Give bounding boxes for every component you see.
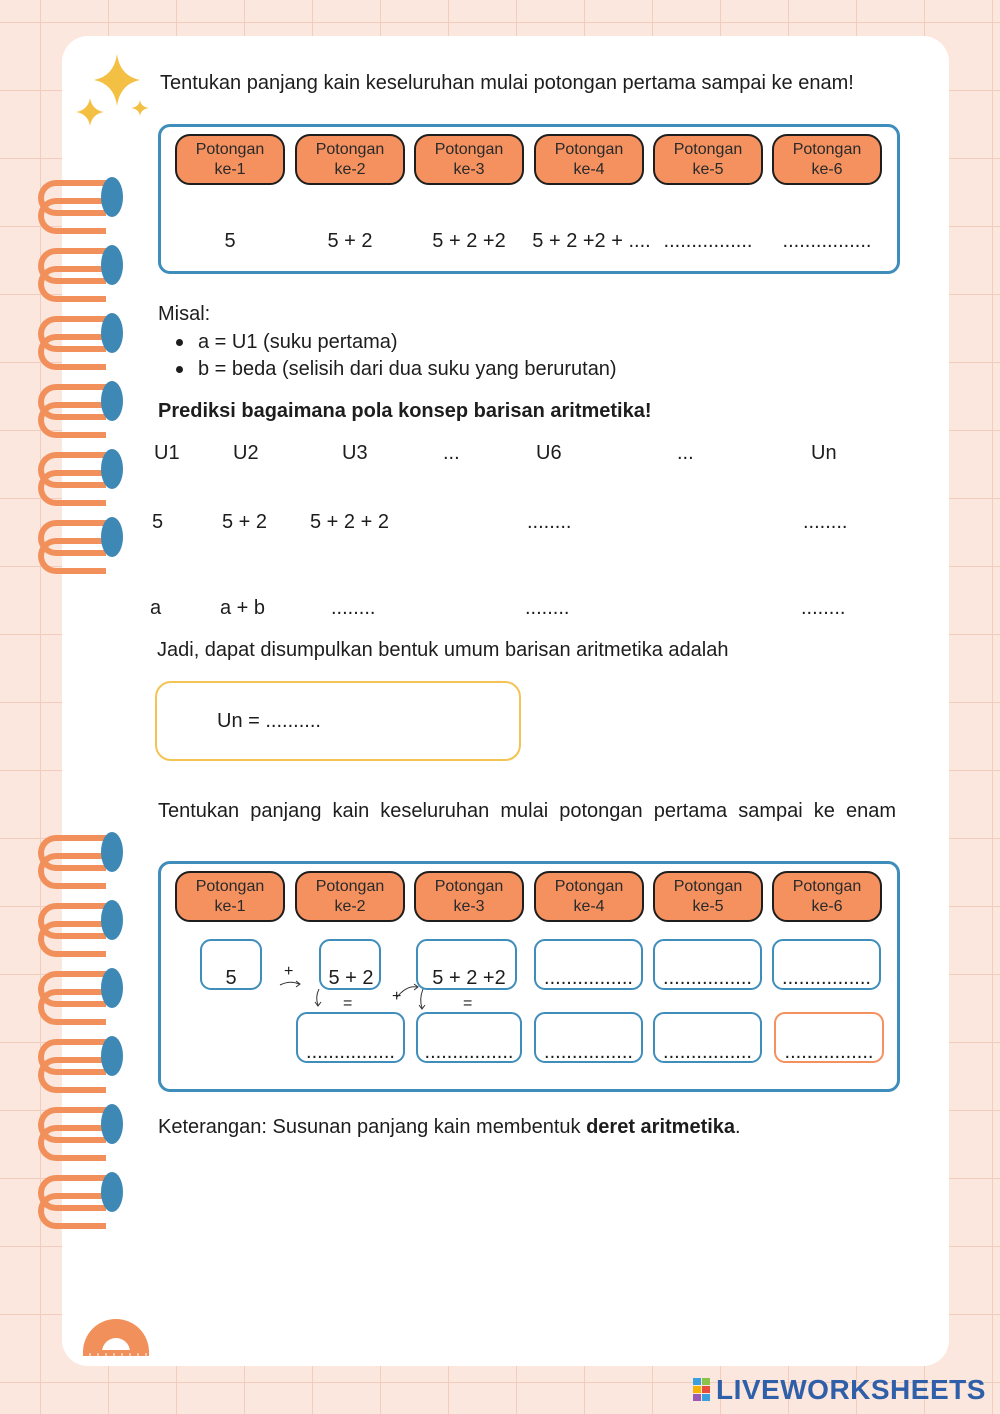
numeric-un-blank[interactable]: ........	[803, 511, 848, 533]
sum-value-2: 5 + 2	[328, 967, 374, 989]
piece-1-label: Potongan ke-1	[175, 134, 285, 185]
length-4: 5 + 2 +2 + ....	[532, 230, 651, 252]
algebra-u6-blank[interactable]: ........	[525, 597, 570, 619]
brand-logo[interactable]: LIVEWORKSHEETS	[716, 1374, 986, 1405]
sum-value-5[interactable]: ................	[663, 967, 752, 989]
piece-5-label: Potongan ke-5	[653, 871, 763, 922]
prediksi-heading: Prediksi bagaimana pola konsep barisan aritmetika!	[158, 400, 652, 422]
answer-value-3[interactable]: ................	[544, 1041, 633, 1063]
length-3: 5 + 2 +2	[432, 230, 506, 252]
plus-sign: +	[392, 988, 402, 1005]
piece-3-label: Potongan ke-3	[414, 134, 524, 185]
numeric-u2: 5 + 2	[222, 511, 268, 533]
piece-6-label: Potongan ke-6	[772, 871, 882, 922]
term-ellipsis-1: ...	[443, 442, 460, 464]
conclusion-text: Jadi, dapat disumpulkan bentuk umum barisan aritmetika adalah	[157, 639, 729, 661]
piece-4-label: Potongan ke-4	[534, 134, 644, 185]
formula-input[interactable]: Un = ..........	[217, 710, 321, 732]
formula-box	[155, 681, 521, 761]
term-ellipsis-2: ...	[677, 442, 694, 464]
piece-1-label: Potongan ke-1	[175, 871, 285, 922]
bullet-icon	[176, 366, 183, 373]
piece-2-label: Potongan ke-2	[295, 871, 405, 922]
equals-sign: =	[343, 995, 353, 1012]
algebra-u3-blank[interactable]: ........	[331, 597, 376, 619]
term-u1: U1	[154, 442, 180, 464]
piece-3-label: Potongan ke-3	[414, 871, 524, 922]
note-prefix: Keterangan: Susunan panjang kain membentuk	[158, 1116, 587, 1138]
piece-5-label: Potongan ke-5	[653, 134, 763, 185]
note-suffix: .	[735, 1116, 741, 1138]
term-u6: U6	[536, 442, 562, 464]
term-un: Un	[811, 442, 837, 464]
sum-value-6[interactable]: ................	[782, 967, 871, 989]
sum-value-1: 5	[225, 967, 237, 989]
algebra-u2: a + b	[220, 597, 266, 619]
protractor-icon	[80, 1308, 152, 1358]
note-text	[158, 1115, 741, 1139]
sparkle-icon	[70, 52, 155, 134]
misal-item-a: a = U1 (suku pertama)	[198, 331, 398, 353]
numeric-u6-blank[interactable]: ........	[527, 511, 572, 533]
misal-label: Misal:	[158, 303, 211, 325]
note-bold: deret aritmetika	[586, 1116, 736, 1138]
question-2-text: Tentukan panjang kain keseluruhan mulai potongan pertama sampai ke enam	[158, 800, 896, 822]
misal-item-b: b = beda (selisih dari dua suku yang berurutan)	[198, 358, 617, 380]
arrow-icons	[275, 975, 435, 1011]
term-u2: U2	[233, 442, 259, 464]
equals-sign: =	[463, 995, 473, 1012]
answer-value-4[interactable]: ................	[663, 1041, 752, 1063]
answer-value-2[interactable]: ................	[424, 1041, 514, 1063]
length-1: 5	[224, 230, 236, 252]
piece-2-label: Potongan ke-2	[295, 134, 405, 185]
plus-sign: +	[284, 963, 294, 980]
liveworksheets-logo-icon	[693, 1378, 711, 1402]
algebra-u1: a	[150, 597, 162, 619]
sum-value-4[interactable]: ................	[544, 967, 633, 989]
length-6[interactable]: ................	[782, 230, 872, 252]
bullet-icon	[176, 339, 183, 346]
piece-6-label: Potongan ke-6	[772, 134, 882, 185]
answer-value-5[interactable]: ................	[784, 1041, 874, 1063]
term-u3: U3	[342, 442, 368, 464]
sum-value-3: 5 + 2 +2	[432, 967, 506, 989]
length-2: 5 + 2	[327, 230, 373, 252]
piece-4-label: Potongan ke-4	[534, 871, 644, 922]
numeric-u1: 5	[152, 511, 164, 533]
answer-value-1[interactable]: ................	[306, 1041, 395, 1063]
algebra-un-blank[interactable]: ........	[801, 597, 846, 619]
question-1-text: Tentukan panjang kain keseluruhan mulai potongan pertama sampai ke enam!	[160, 72, 854, 94]
numeric-u3: 5 + 2 + 2	[310, 511, 389, 533]
length-5[interactable]: ................	[663, 230, 753, 252]
